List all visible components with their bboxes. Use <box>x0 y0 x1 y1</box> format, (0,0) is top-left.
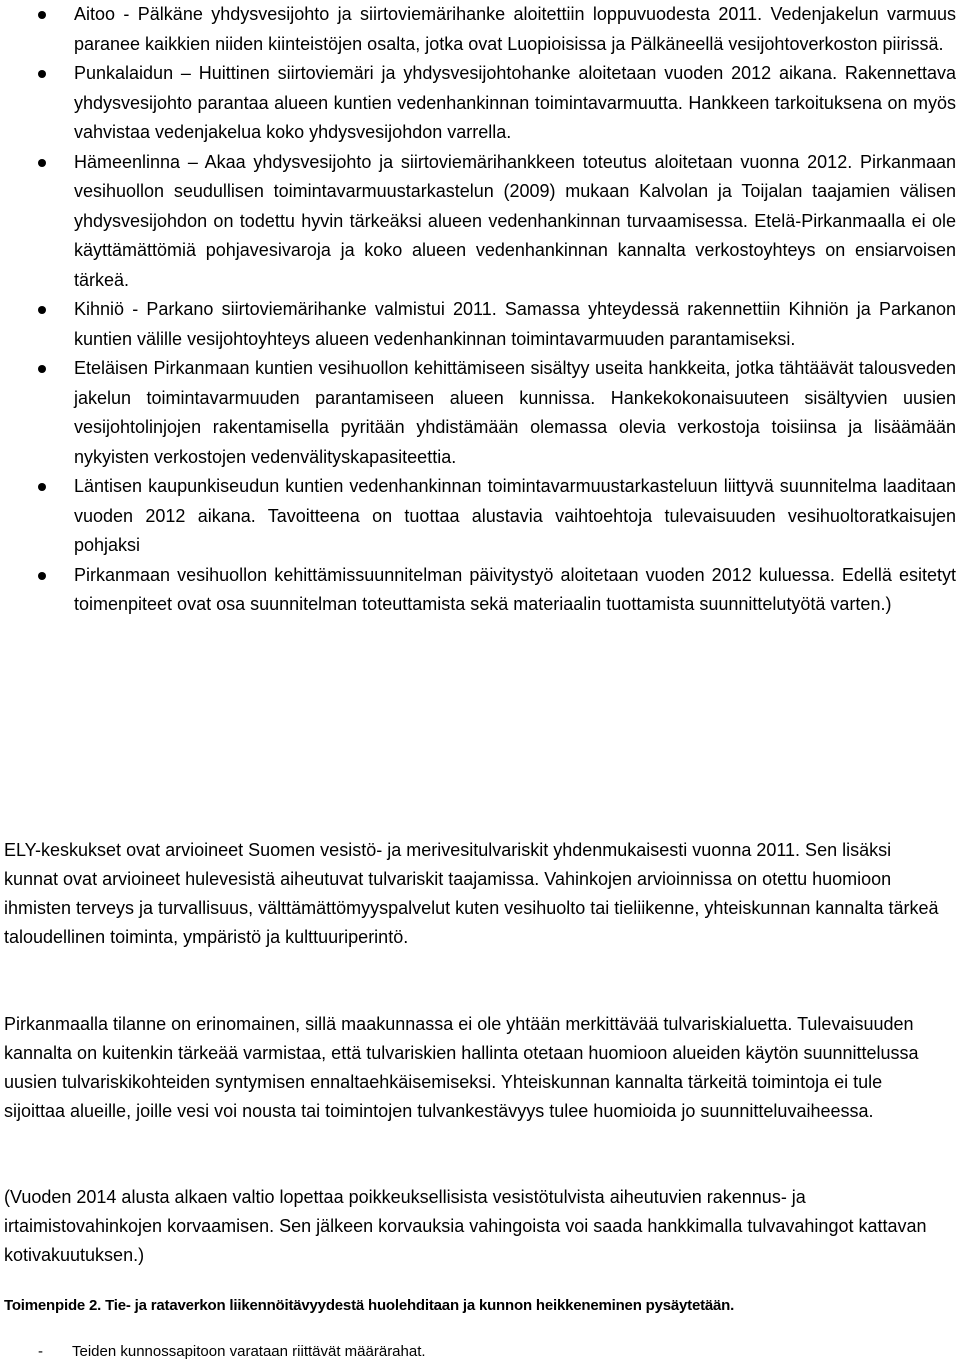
bullet-item <box>0 0 960 59</box>
bullet-text: Aitoo - Pälkäne yhdysvesijohto ja siirtoviemärihanke aloitettiin loppuvuodesta 2011. Vedenjakelun varmuus paranee kaikkien niiden kiinteistöjen osalta, jotka ovat Luopioisissa ja Pälkäneellä vesijohtoverkoston piirissä. <box>74 4 956 54</box>
flood-risk-paragraph: ELY-keskukset ovat arvioineet Suomen vesistö- ja merivesitulvariskit yhdenmukaisesti vuonna 2011. Sen lisäksi kunnat ovat arvioineet hulevesistä aiheutuvat tulvariskit taajamissa. Vahinkojen arvioinnissa on otettu huomioon ihmisten terveys ja turvallisuus, välttämättömyyspalvelut kuten vesihuolto tai tieliikenne, yhteiskunnan kannalta tärkeä taloudellinen toiminta, ympäristö ja kulttuuriperintö. <box>4 840 939 947</box>
dash-item-text: Teiden kunnossapitoon varataan riittävät määrärahat. <box>72 1343 426 1360</box>
insurance-note-paragraph: (Vuoden 2014 alusta alkaen valtio lopettaa poikkeuksellisista vesistötulvista aiheutuvien rakennus- ja irtaimistovahinkojen korvaamisen. Sen jälkeen korvauksia vahingoista voi saada hankkimalla tulvavahingot kattavan kotivakuutuksen.) <box>4 1187 927 1265</box>
bullet-dot-icon <box>38 483 46 491</box>
bullet-dot-icon <box>38 572 46 580</box>
bullet-item <box>0 561 960 620</box>
dash-marker: - <box>38 1343 43 1360</box>
bullet-item <box>0 472 960 561</box>
section-heading: Toimenpide 2. Tie- ja rataverkon liikennöitävyydestä huolehditaan ja kunnon heikkeneminen pysäytetään. <box>4 1297 735 1314</box>
project-bullet-list <box>0 0 960 620</box>
dash-list-item <box>38 1343 426 1360</box>
pirkanmaa-flood-paragraph: Pirkanmaalla tilanne on erinomainen, sillä maakunnassa ei ole yhtään merkittävää tulvariskialuetta. Tulevaisuuden kannalta on kuitenkin tärkeää varmistaa, että tulvariskien hallinta otetaan huomioon alueiden käytön suunnittelussa uusien tulvariskikohteiden syntymisen ennaltaehkäisemiseksi. Yhteiskunnan kannalta tärkeitä toimintoja ei tule sijoittaa alueille, joille vesi voi nousta tai toimintojen tulvankestävyys tulee huomioida jo suunnitteluvaiheessa. <box>4 1014 919 1121</box>
bullet-dot-icon <box>38 306 46 314</box>
bullet-dot-icon <box>38 70 46 78</box>
bullet-text: Pirkanmaan vesihuollon kehittämissuunnitelman päivitystyö aloitetaan vuoden 2012 kuluessa. Edellä esitetyt toimenpiteet ovat osa suunnitelman toteuttamista sekä materiaalin tuottamista suunnittelutyötä varten.) <box>74 564 956 614</box>
bullet-text: Punkalaidun – Huittinen siirtoviemäri ja yhdysvesijohtohanke aloitetaan vuoden 2012 aikana. Rakennettava yhdysvesijohto parantaa alueen kuntien vedenhankinnan toimintavarmuutta. Hankkeen tarkoituksena on myös vahvistaa vedenjakelua koko yhdysvesijohdon varrella. <box>74 63 956 142</box>
bullet-text: Läntisen kaupunkiseudun kuntien vedenhankinnan toimintavarmuustarkasteluun liittyvä suunnitelma laaditaan vuoden 2012 aikana. Tavoitteena on tuottaa alustavia vaihtoehtoja tulevaisuuden vesihuoltoratkaisujen pohjaksi <box>74 476 956 555</box>
bullet-text: Hämeenlinna – Akaa yhdysvesijohto ja siirtoviemärihankkeen toteutus aloitetaan vuonna 2012. Pirkanmaan vesihuollon seudullisen toimintavarmuustarkastelun (2009) mukaan Kalvolan ja Toijalan taajamien välisen yhdysvesijohdon on todettu hyvin tärkeäksi alueen vedenhankinnan turvaamisessa. Etelä-Pirkanmaalla ei ole käyttämättömiä pohjavesivaroja ja koko alueen vedenhankinnan kannalta verkostoyhteys on ensiarvoisen tärkeä. <box>74 151 956 290</box>
bullet-dot-icon <box>38 365 46 373</box>
bullet-item <box>0 354 960 472</box>
bullet-dot-icon <box>38 11 46 19</box>
bullet-dot-icon <box>38 159 46 167</box>
bullet-text: Eteläisen Pirkanmaan kuntien vesihuollon kehittämiseen sisältyy useita hankkeita, jotka tähtäävät talousveden jakelun toimintavarmuuden parantamiseen alueen kunnissa. Hankekokonaisuuteen sisältyvien uusien vesijohtolinjojen rakentamisella pyritään yhdistämään olemassa olevia verkostoja toisiinsa ja lisäämään nykyisten verkostojen vedenvälityskapasiteettia. <box>74 358 956 467</box>
bullet-item <box>0 295 960 354</box>
bullet-item <box>0 59 960 148</box>
bullet-text: Kihniö - Parkano siirtoviemärihanke valmistui 2011. Samassa yhteydessä rakennettiin Kihniön ja Parkanon kuntien välille vesijohtoyhteys alueen vedenhankinnan toimintavarmuuden parantamiseksi. <box>74 299 956 349</box>
bullet-item <box>0 148 960 296</box>
